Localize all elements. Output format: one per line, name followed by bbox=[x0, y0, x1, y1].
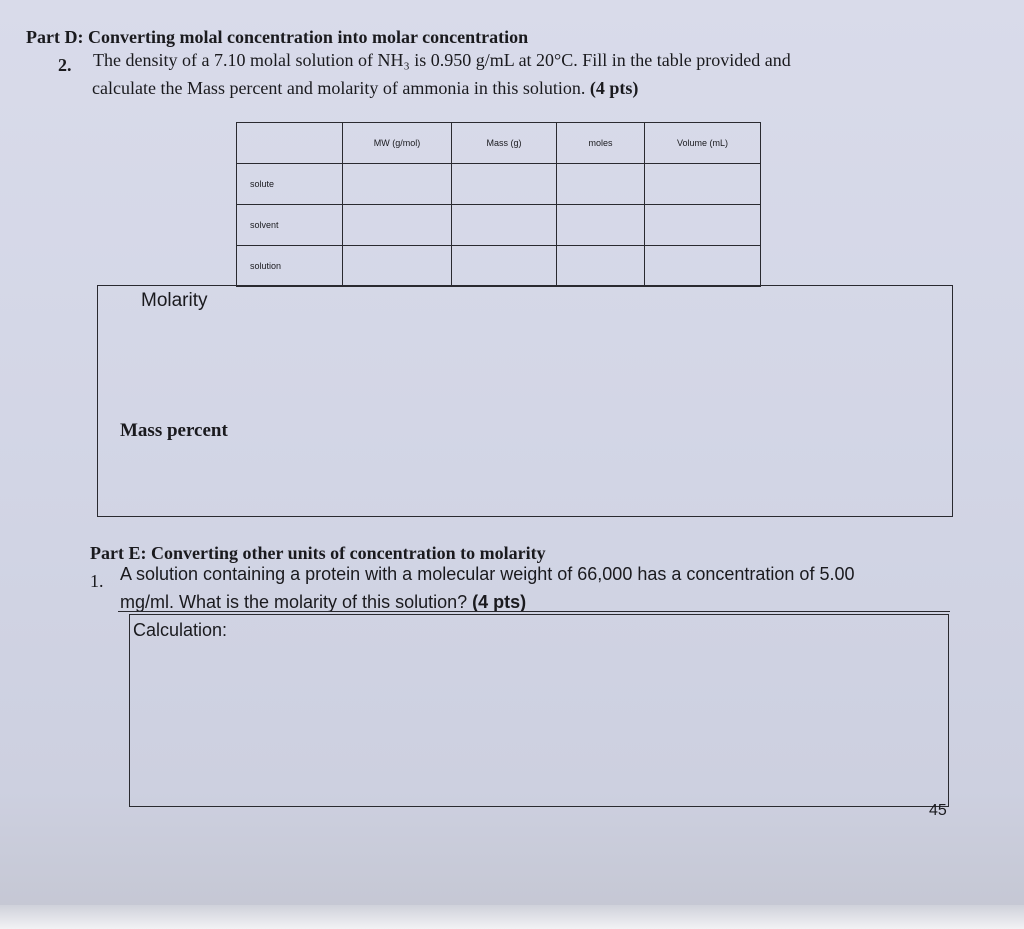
table-cell[interactable] bbox=[645, 164, 761, 205]
table-cell[interactable] bbox=[645, 205, 761, 246]
question-2-text: calculate the Mass percent and molarity of ammonia in this solution. bbox=[92, 78, 586, 98]
part-e-heading: Part E: Converting other units of concentration to molarity bbox=[90, 543, 546, 563]
row-label-solute: solute bbox=[237, 164, 343, 205]
table-cell[interactable] bbox=[452, 246, 557, 287]
question-2-text-line1: The density of a 7.10 molal solution of NH₃ is 0.950 g/mL at 20°C. Fill in the table provided and bbox=[93, 50, 791, 70]
table-cell[interactable] bbox=[645, 246, 761, 287]
table-cell[interactable] bbox=[557, 164, 645, 205]
table-row bbox=[237, 164, 761, 205]
row-label-solution: solution bbox=[237, 246, 343, 287]
question-1-number: 1. bbox=[90, 571, 104, 591]
mass-percent-label: Mass percent bbox=[120, 420, 228, 441]
question-2-text-line2 bbox=[92, 78, 638, 99]
table-cell[interactable] bbox=[452, 205, 557, 246]
table-cell[interactable] bbox=[557, 205, 645, 246]
question-1-points: (4 pts) bbox=[472, 592, 527, 612]
question-1-text-line1: A solution containing a protein with a molecular weight of 66,000 has a concentration of 5.00 bbox=[120, 564, 855, 584]
table-row bbox=[237, 205, 761, 246]
table-header-mass: Mass (g) bbox=[452, 123, 557, 164]
question-2-points: (4 pts) bbox=[589, 78, 639, 98]
part-d-heading: Part D: Converting molal concentration into molar concentration bbox=[26, 27, 529, 47]
question-1-text: mg/ml. What is the molarity of this solution? bbox=[120, 592, 468, 612]
table-header-mw: MW (g/mol) bbox=[343, 123, 452, 164]
divider bbox=[118, 611, 950, 612]
question-2-number: 2. bbox=[58, 55, 72, 75]
table-cell[interactable] bbox=[343, 246, 452, 287]
concentration-table bbox=[236, 122, 761, 287]
page-number: 45 bbox=[929, 802, 947, 819]
table-header-volume: Volume (mL) bbox=[645, 123, 761, 164]
molarity-label: Molarity bbox=[141, 290, 208, 311]
table-cell[interactable] bbox=[343, 205, 452, 246]
table-row bbox=[237, 246, 761, 287]
table-cell[interactable] bbox=[557, 246, 645, 287]
row-label-solvent: solvent bbox=[237, 205, 343, 246]
calculation-label: Calculation: bbox=[133, 620, 228, 640]
calculation-answer-box[interactable] bbox=[129, 614, 949, 807]
table-header-row bbox=[237, 123, 761, 164]
table-cell[interactable] bbox=[343, 164, 452, 205]
question-1-text-line2 bbox=[120, 592, 526, 613]
page-bottom-edge bbox=[0, 905, 1024, 929]
table-cell[interactable] bbox=[452, 164, 557, 205]
table-header-moles: moles bbox=[557, 123, 645, 164]
molarity-mass-percent-answer-box[interactable] bbox=[97, 285, 953, 517]
table-header-corner bbox=[237, 123, 343, 164]
